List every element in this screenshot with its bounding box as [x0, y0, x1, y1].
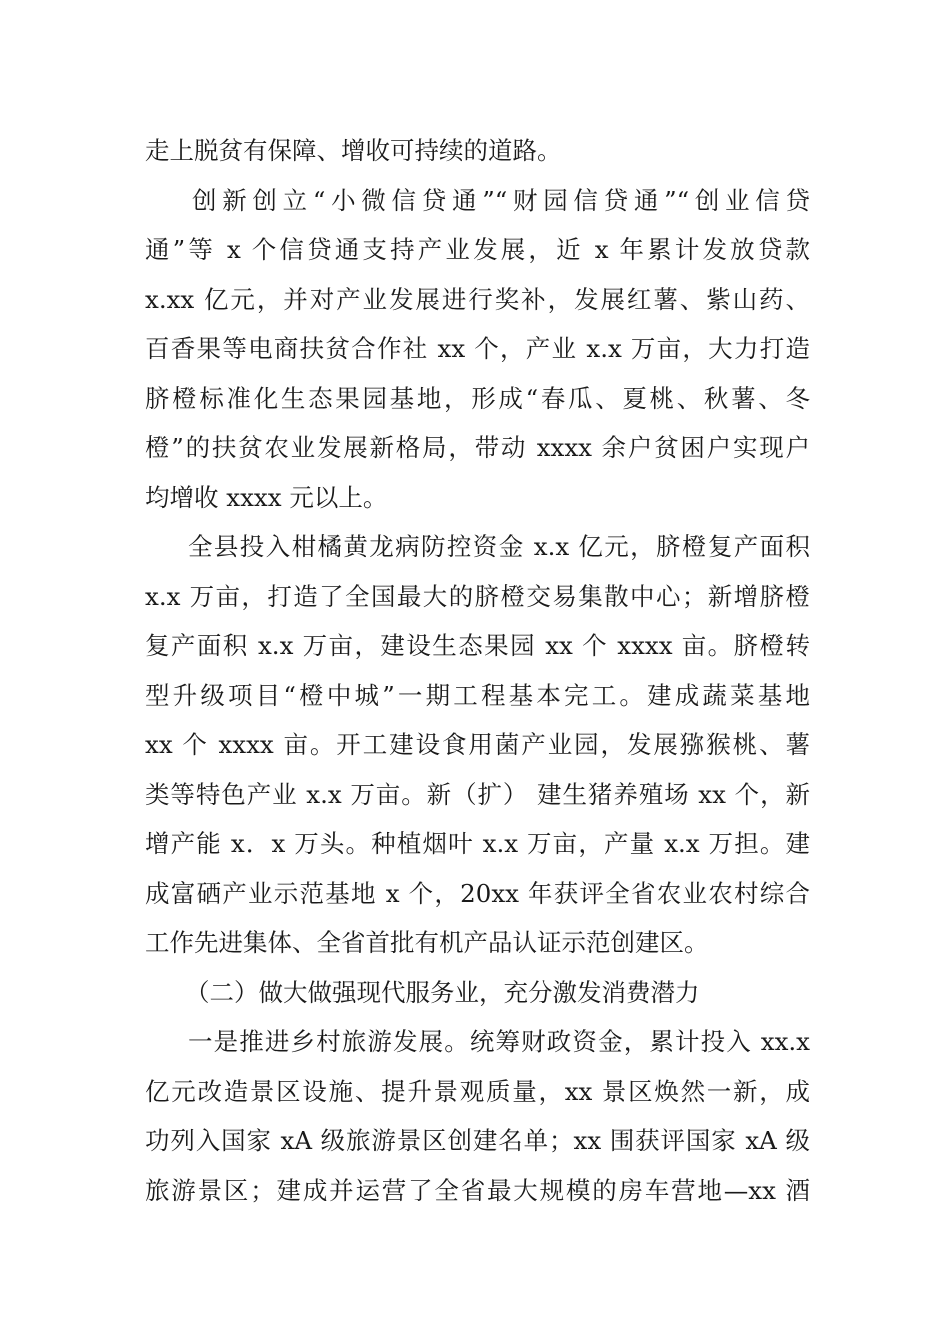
- paragraph-4-line-3: 功列入国家 xA 级旅游景区创建名单；xx 围获评国家 xA 级: [145, 1126, 810, 1155]
- paragraph-4-line-2: 亿元改造景区设施、提升景观质量，xx 景区焕然一新，成: [145, 1076, 810, 1106]
- paragraph-3-line-2: x.x 万亩，打造了全国最大的脐橙交易集散中心；新增脐橙: [145, 581, 810, 611]
- paragraph-3-line-8: 成富硒产业示范基地 x 个，20xx 年获评全省农业农村综合: [145, 878, 810, 908]
- paragraph-2-line-2: 通”等 x 个信贷通支持产业发展，近 x 年累计发放贷款: [145, 235, 810, 264]
- paragraph-2-line-6: 橙”的扶贫农业发展新格局，带动 xxxx 余户贫困户实现户: [145, 433, 810, 462]
- paragraph-2-line-4: 百香果等电商扶贫合作社 xx 个，产业 x.x 万亩，大力打造: [145, 334, 810, 363]
- paragraph-2-line-1: 创新创立“小微信贷通”“财园信贷通”“创业信贷: [192, 185, 810, 215]
- paragraph-2-line-5: 脐橙标准化生态果园基地，形成“春瓜、夏桃、秋薯、冬: [145, 383, 810, 413]
- paragraph-3-line-6: 类等特色产业 x.x 万亩。新（扩） 建生猪养殖场 xx 个，新: [145, 779, 810, 809]
- paragraph-3-line-7: 增产能 x．x 万头。种植烟叶 x.x 万亩，产量 x.x 万担。建: [145, 829, 810, 858]
- document-body: [145, 126, 810, 1215]
- paragraph-1-line-1: 走上脱贫有保障、增收可持续的道路。: [145, 136, 562, 165]
- paragraph-4-line-4: 旅游景区；建成并运营了全省最大规模的房车营地—xx 酒: [145, 1175, 810, 1205]
- paragraph-3-line-4: 型升级项目“橙中城”一期工程基本完工。建成蔬菜基地: [145, 680, 810, 710]
- paragraph-2-line-7: 均增收 xxxx 元以上。: [145, 482, 388, 512]
- paragraph-4-line-1: 一是推进乡村旅游发展。统筹财政资金，累计投入 xx.x: [188, 1027, 810, 1056]
- paragraph-3-line-1: 全县投入柑橘黄龙病防控资金 x.x 亿元，脐橙复产面积: [188, 532, 810, 561]
- paragraph-3-line-5: xx 个 xxxx 亩。开工建设食用菌产业园，发展猕猴桃、薯: [145, 730, 810, 759]
- section-heading-2: （二）做大做强现代服务业，充分激发消费潜力: [185, 977, 700, 1007]
- paragraph-3-line-9: 工作先进集体、全省首批有机产品认证示范创建区。: [145, 928, 709, 957]
- paragraph-2-line-3: x.xx 亿元，并对产业发展进行奖补，发展红薯、紫山药、: [145, 284, 810, 314]
- paragraph-3-line-3: 复产面积 x.x 万亩，建设生态果园 xx 个 xxxx 亩。脐橙转: [145, 631, 810, 660]
